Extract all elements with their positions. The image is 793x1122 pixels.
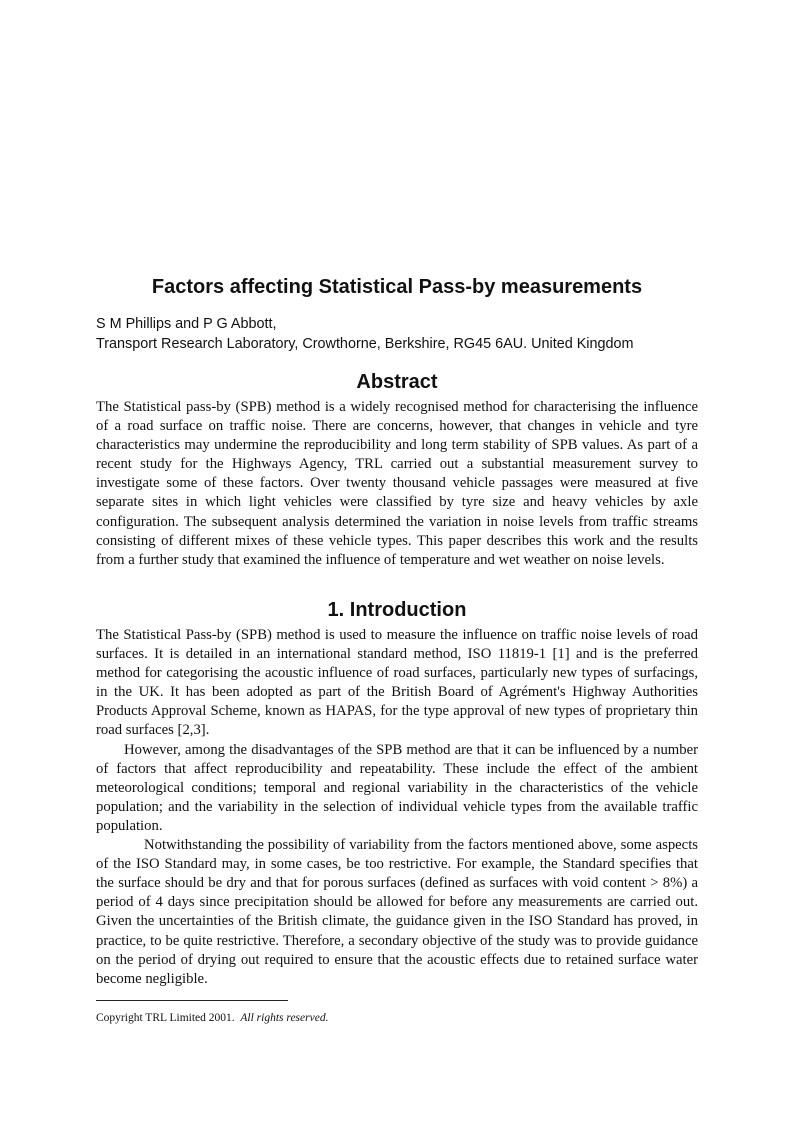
author-names: S M Phillips and P G Abbott, [96, 316, 277, 332]
rights-reserved-text: All rights reserved. [240, 1012, 329, 1024]
paper-page [96, 0, 698, 1122]
paper-title: Factors affecting Statistical Pass-by measurements [151, 276, 643, 298]
author-affiliation: Transport Research Laboratory, Crowthorne, Berkshire, RG45 6AU. United Kingdom [96, 336, 634, 352]
copyright-footnote [96, 1010, 698, 1026]
introduction-heading: 1. Introduction [327, 599, 467, 621]
intro-paragraph-2: However, among the disadvantages of the SPB method are that it can be influenced by a number of factors that affect reproducibility and repeatability. These include the effect of the ambient meteorological conditions; temporal and regional variability in the characteristics of the vehicle population; and the variability in the selection of individual vehicle types from the available traffic population. [96, 741, 698, 834]
footnote-divider [96, 1000, 288, 1001]
intro-paragraph-1: The Statistical Pass-by (SPB) method is used to measure the influence on traffic noise levels of road surfaces. It is detailed in an international standard method, ISO 11819-1 [1] and is the preferred method for categorising the acoustic influence of road surfaces, particularly new types of surfacings, in the UK. It has been adopted as part of the British Board of Agrément's Highway Authorities Products Approval Scheme, known as HAPAS, for the type approval of new types of proprietary thin road surfaces [2,3]. [96, 627, 698, 739]
author-block [96, 314, 698, 354]
abstract-text: The Statistical pass-by (SPB) method is a widely recognised method for characterising the influence of a road surface on traffic noise. There are concerns, however, that changes in vehicle and tyre characteristics may undermine the reproducibility and long term stability of SPB values. As part of a recent study for the Highways Agency, TRL carried out a substantial measurement survey to investigate some of these factors. Over twenty thousand vehicle passages were measured at five separate sites in which light vehicles were classified by tyre size and heavy vehicles by axle configuration. The subsequent analysis determined the variation in noise levels from traffic streams consisting of different mixes of these vehicle types. This paper describes this work and the results from a further study that examined the influence of temperature and wet weather on noise levels. [96, 399, 698, 568]
introduction-body [96, 626, 698, 989]
intro-paragraph-3: Notwithstanding the possibility of variability from the factors mentioned above, some aspects of the ISO Standard may, in some cases, be too restrictive. For example, the Standard specifies that the surface should be dry and that for porous surfaces (defined as surfaces with void content > 8%) a period of 4 days since precipitation should be allowed for before any measurements are carried out. Given the uncertainties of the British climate, the guidance given in the ISO Standard has proved, in practice, to be quite restrictive. Therefore, a secondary objective of the study was to provide guidance on the period of drying out required to ensure that the acoustic effects due to retained surface water become negligible. [96, 837, 698, 987]
copyright-text: Copyright TRL Limited 2001. [96, 1012, 235, 1024]
abstract-heading: Abstract [356, 371, 438, 393]
